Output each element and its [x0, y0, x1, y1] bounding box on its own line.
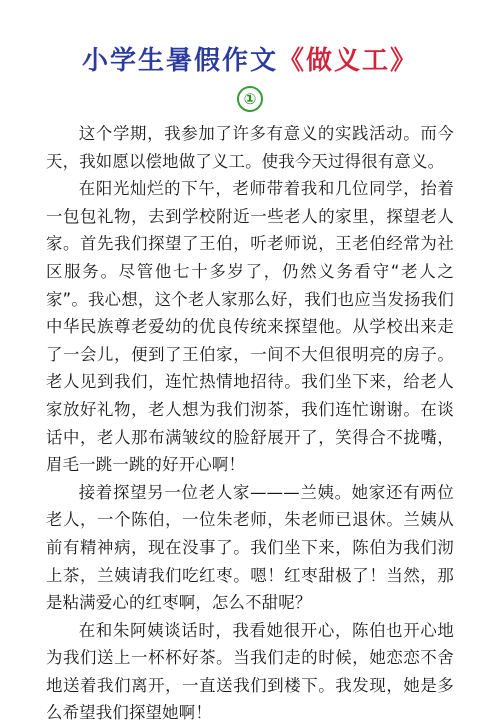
- document-title: [46, 0, 454, 82]
- paragraph-2: 在阳光灿烂的下午，老师带着我和几位同学，抬着一包包礼物，去到学校附近一些老人的家里，探望老人家。首先我们探望了王伯，听老师说，王老伯经常为社区服务。尽管他七十多岁了，仍然义务看守“老人之家”。我心想，这个老人家那么好，我们也应当发扬我们中华民族尊老爱幼的优良传统来探望他。从学校出来走了一会儿，便到了王伯家，一间不大但很明亮的房子。老人见到我们，连忙热情地招待。我们坐下来，给老人家放好礼物，老人想为我们沏茶，我们连忙谢谢。在谈话中，老人那布满皱纹的脸舒展开了，笑得合不拢嘴，眉毛一跳一跳的好开心啊！: [46, 179, 454, 475]
- section-number-badge: ①: [237, 86, 263, 112]
- paragraph-1: 这个学期，我参加了许多有意义的实践活动。而今天，我如愿以偿地做了义工。使我今天过得很有意义。: [46, 124, 454, 171]
- title-accent: 《做义工》: [278, 46, 419, 76]
- document-body: [46, 120, 454, 727]
- paragraph-3: 接着探望另一位老人家———兰姨。她家还有两位老人，一个陈伯，一位朱老师，朱老师已退休。兰姨从前有精神病，现在没事了。我们坐下来，陈伯为我们沏上茶，兰姨请我们吃红枣。嗯！红枣甜极了！当然，那是粘满爱心的红枣啊，怎么不甜呢？: [46, 482, 454, 613]
- paragraph-4: 在和朱阿姨谈话时，我看她很开心，陈伯也开心地为我们送上一杯杯好茶。当我们走的时候，她恋恋不舍地送着我们离开，一直送我们到楼下。我发现，她是多么希望我们探望她啊！: [46, 620, 454, 723]
- title-main: 小学生暑假作文: [81, 46, 278, 76]
